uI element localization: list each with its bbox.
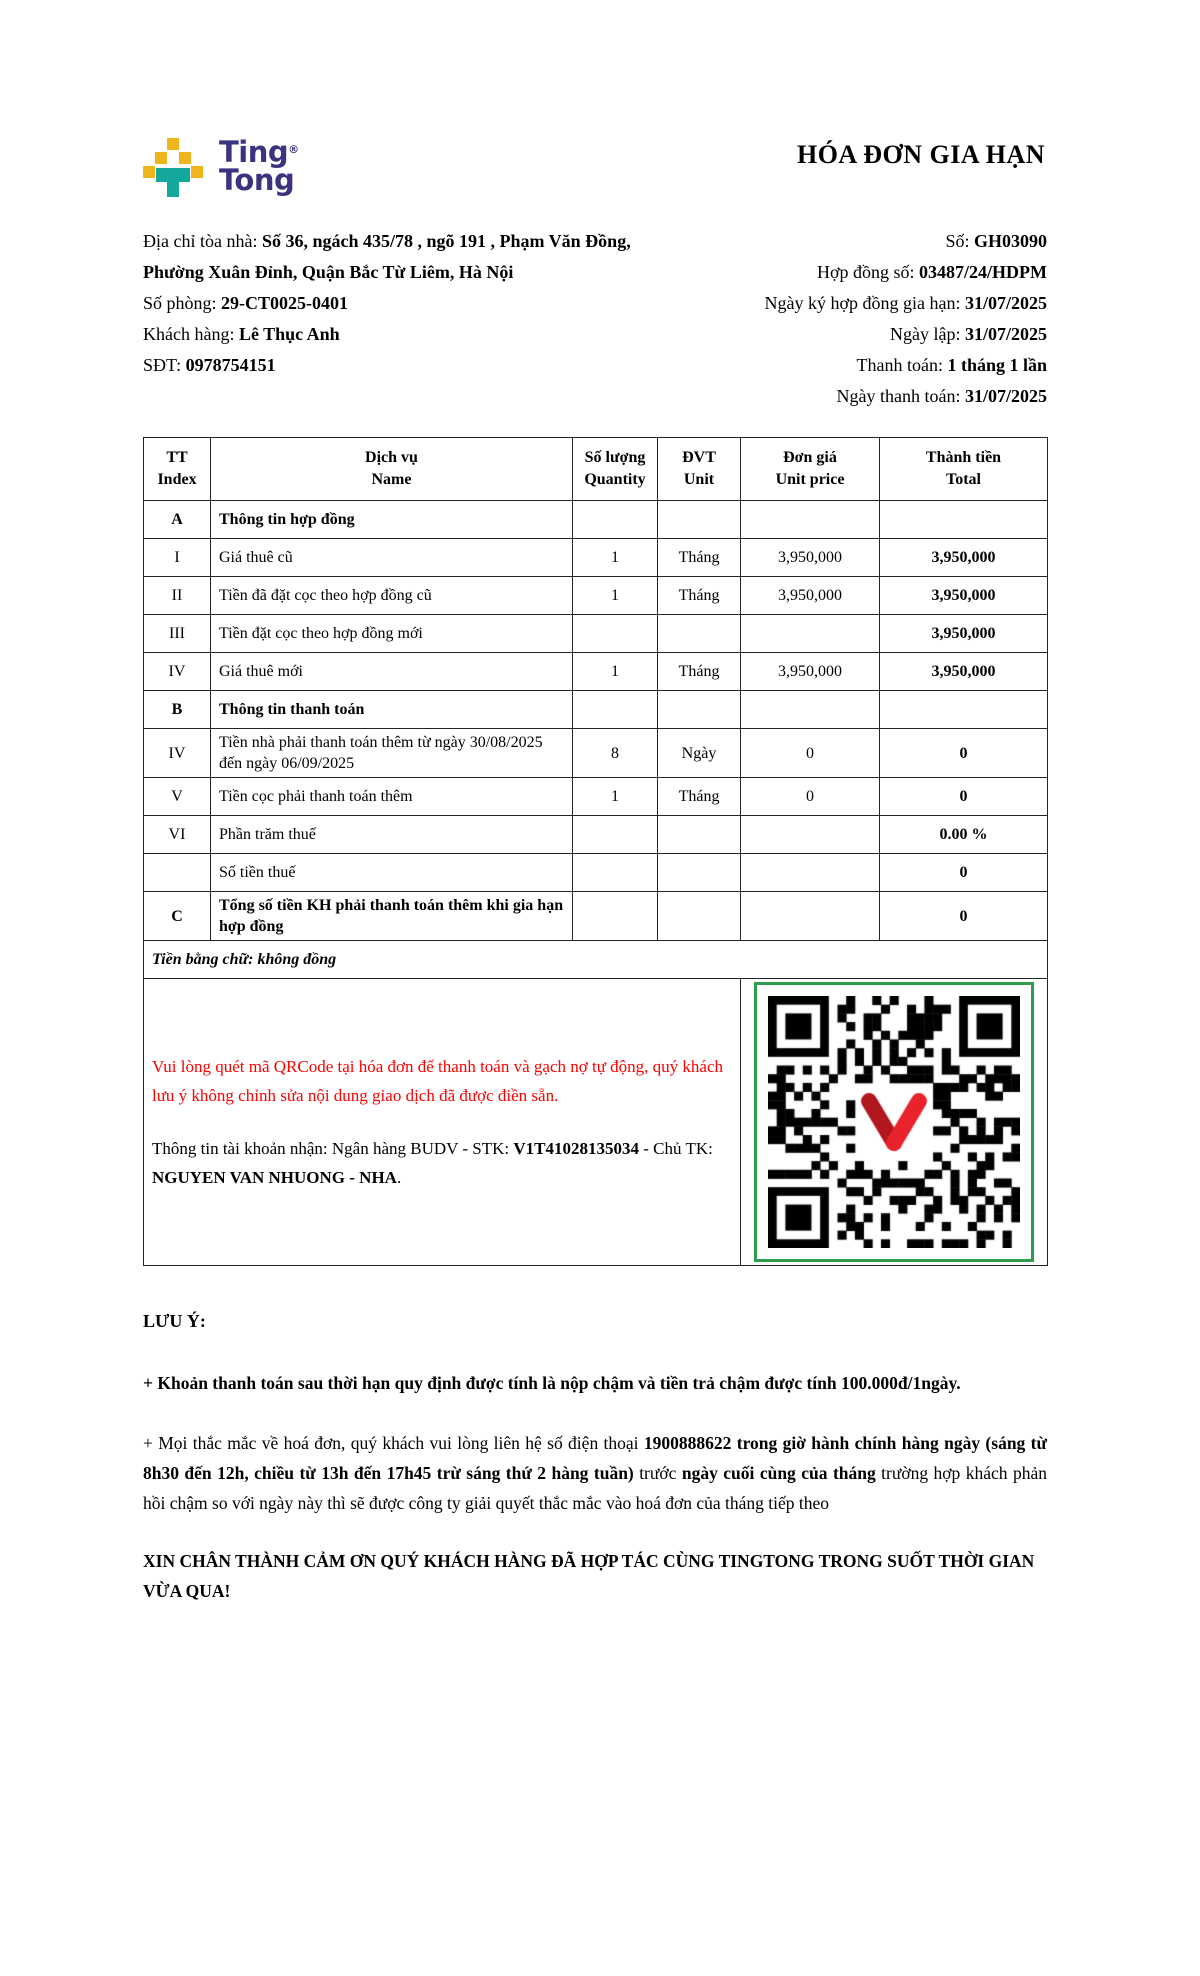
cell-total xyxy=(880,691,1048,729)
cell-price xyxy=(741,501,880,539)
label-text: Địa chỉ tòa nhà: xyxy=(143,231,262,251)
info-line-right xyxy=(648,257,1047,288)
info-line-left xyxy=(143,350,648,381)
info-line-right xyxy=(648,319,1047,350)
cell-price xyxy=(741,691,880,729)
cell-total: 0 xyxy=(880,892,1048,941)
label-text: - Chủ TK: xyxy=(639,1139,713,1158)
tingtong-logo xyxy=(143,135,299,200)
cell-unit xyxy=(658,854,741,892)
cell-price: 3,950,000 xyxy=(741,653,880,691)
cell-qty: 8 xyxy=(573,729,658,778)
thank-you-text: XIN CHÂN THÀNH CẢM ƠN QUÝ KHÁCH HÀNG ĐÃ HỢP TÁC CÙNG TINGTONG TRONG SUỐT THỜI GIAN VỪA QUA! xyxy=(143,1551,1035,1601)
cell-total: 0 xyxy=(880,729,1048,778)
cell-price xyxy=(741,816,880,854)
cell-total: 3,950,000 xyxy=(880,653,1048,691)
cell-index: I xyxy=(144,539,211,577)
info-line-right xyxy=(648,350,1047,381)
value-text: 31/07/2025 xyxy=(964,386,1047,406)
cell-unit xyxy=(658,892,741,941)
value-text: 03487/24/HDPM xyxy=(919,262,1047,282)
cell-qty: 1 xyxy=(573,577,658,615)
cell-price: 3,950,000 xyxy=(741,539,880,577)
cell-price xyxy=(741,892,880,941)
cell-name: Số tiền thuế xyxy=(211,854,573,892)
registered-mark: ® xyxy=(288,143,299,156)
table-row xyxy=(144,816,1048,854)
cell-name: Thông tin hợp đồng xyxy=(211,501,573,539)
info-line-left xyxy=(143,257,648,288)
label-text: Số phòng: xyxy=(143,293,222,313)
value-text: V1T41028135034 xyxy=(513,1139,639,1158)
qr-frame xyxy=(754,982,1034,1262)
cell-total: 3,950,000 xyxy=(880,539,1048,577)
label-text: . xyxy=(396,1168,402,1187)
cell-unit: Tháng xyxy=(658,653,741,691)
label-text: Khách hàng: xyxy=(143,324,239,344)
cell-total xyxy=(880,501,1048,539)
qr-cell xyxy=(741,979,1048,1266)
cell-index: IV xyxy=(144,729,211,778)
value-text: Số 36, ngách 435/78 , ngõ 191 , Phạm Văn Đồng, xyxy=(261,231,631,251)
cell-name: Giá thuê mới xyxy=(211,653,573,691)
cell-unit xyxy=(658,816,741,854)
value-text: Lê Thục Anh xyxy=(238,324,340,344)
info-line-right xyxy=(648,381,1047,412)
table-row xyxy=(144,892,1048,941)
cell-qty xyxy=(573,854,658,892)
qr-warning-text: Vui lòng quét mã QRCode tại hóa đơn để thanh toán và gạch nợ tự động, quý khách lưu ý không chỉnh sửa nội dung giao dịch đã được điền sẵn. xyxy=(152,1057,724,1105)
value-text: 0978754151 xyxy=(185,355,276,375)
value-text: NGUYEN VAN NHUONG - NHA xyxy=(152,1168,397,1187)
tingtong-logo-icon xyxy=(143,138,205,200)
header-info xyxy=(143,226,1047,412)
table-row xyxy=(144,729,1048,778)
info-line-left xyxy=(143,226,648,257)
cell-price xyxy=(741,854,880,892)
value-text: 1900888622 trong giờ hành chính hàng ngày (sáng từ 8h30 đến 12h, chiều từ 13h đến 17h45 trừ sáng thứ 2 hàng tuần) xyxy=(143,1433,1047,1483)
cell-qty xyxy=(573,816,658,854)
cell-index: A xyxy=(144,501,211,539)
column-header: Số lượng Quantity xyxy=(573,438,658,501)
cell-qty: 1 xyxy=(573,539,658,577)
info-line-left xyxy=(143,319,648,350)
info-line-right xyxy=(648,226,1047,257)
invoice-table xyxy=(143,437,1048,1266)
brand-line2: Tong xyxy=(219,163,295,197)
label-text: trường hợp khách phản hồi chậm so với ngày này thì sẽ được công ty giải quyết thắc mắc vào hoá đơn của tháng tiếp theo xyxy=(143,1463,1047,1513)
cell-qty: 1 xyxy=(573,778,658,816)
amount-in-words: Tiền bằng chữ: không đồng xyxy=(144,941,1048,979)
cell-total: 0.00 % xyxy=(880,816,1048,854)
tingtong-logo-text xyxy=(219,135,299,197)
amount-in-words-row xyxy=(144,941,1048,979)
cell-index: B xyxy=(144,691,211,729)
cell-qty xyxy=(573,892,658,941)
cell-price: 3,950,000 xyxy=(741,577,880,615)
cell-qty xyxy=(573,501,658,539)
payment-instructions-cell xyxy=(144,979,741,1266)
cell-price: 0 xyxy=(741,778,880,816)
cell-price: 0 xyxy=(741,729,880,778)
table-row xyxy=(144,691,1048,729)
table-row xyxy=(144,501,1048,539)
invoice-meta-info xyxy=(648,226,1047,412)
label-text: Thanh toán: xyxy=(856,355,948,375)
cell-index: V xyxy=(144,778,211,816)
cell-total: 3,950,000 xyxy=(880,615,1048,653)
cell-name: Tiền đã đặt cọc theo hợp đồng cũ xyxy=(211,577,573,615)
table-row xyxy=(144,539,1048,577)
value-text: 31/07/2025 xyxy=(964,293,1047,313)
cell-unit xyxy=(658,691,741,729)
cell-unit: Tháng xyxy=(658,577,741,615)
value-text: Phường Xuân Đỉnh, Quận Bắc Từ Liêm, Hà Nội xyxy=(143,262,514,282)
label-text: Ngày ký hợp đồng gia hạn: xyxy=(764,293,965,313)
table-row xyxy=(144,778,1048,816)
late-payment-note: + Khoản thanh toán sau thời hạn quy định được tính là nộp chậm và tiền trả chậm được tính 100.000đ/1ngày. xyxy=(143,1373,961,1393)
cell-total: 3,950,000 xyxy=(880,577,1048,615)
cell-qty xyxy=(573,691,658,729)
cell-total: 0 xyxy=(880,778,1048,816)
qr-code xyxy=(768,996,1020,1248)
label-text: Ngày thanh toán: xyxy=(836,386,965,406)
table-row xyxy=(144,854,1048,892)
cell-name: Tiền đặt cọc theo hợp đồng mới xyxy=(211,615,573,653)
column-header: Đơn giá Unit price xyxy=(741,438,880,501)
column-header: ĐVT Unit xyxy=(658,438,741,501)
value-text: ngày cuối cùng của tháng xyxy=(681,1463,876,1483)
label-text: Ngày lập: xyxy=(890,324,965,344)
cell-unit: Ngày xyxy=(658,729,741,778)
table-row xyxy=(144,615,1048,653)
label-text: Số: xyxy=(945,231,974,251)
value-text: GH03090 xyxy=(973,231,1047,251)
info-line-right xyxy=(648,288,1047,319)
label-text: Thông tin tài khoản nhận: Ngân hàng BUDV - STK: xyxy=(152,1139,514,1158)
value-text: 1 tháng 1 lần xyxy=(947,355,1047,375)
receiving-account-info xyxy=(152,1134,732,1192)
cell-total: 0 xyxy=(880,854,1048,892)
value-text: 29-CT0025-0401 xyxy=(221,293,349,313)
label-text: SĐT: xyxy=(143,355,186,375)
hotline-note xyxy=(143,1428,1047,1518)
document-title: HÓA ĐƠN GIA HẠN xyxy=(796,140,1045,169)
cell-unit xyxy=(658,501,741,539)
cell-unit: Tháng xyxy=(658,778,741,816)
cell-index: II xyxy=(144,577,211,615)
cell-name: Tiền nhà phải thanh toán thêm từ ngày 30/08/2025 đến ngày 06/09/2025 xyxy=(211,729,573,778)
column-header: Thành tiền Total xyxy=(880,438,1048,501)
table-row xyxy=(144,653,1048,691)
cell-qty xyxy=(573,615,658,653)
label-text: trước xyxy=(633,1463,682,1483)
column-header: TT Index xyxy=(144,438,211,501)
table-header-row xyxy=(144,438,1048,501)
cell-index: C xyxy=(144,892,211,941)
label-text: + Mọi thắc mắc về hoá đơn, quý khách vui lòng liên hệ số điện thoại xyxy=(143,1433,644,1453)
notes-heading: LƯU Ý: xyxy=(143,1311,206,1331)
cell-index xyxy=(144,854,211,892)
column-header: Dịch vụ Name xyxy=(211,438,573,501)
cell-name: Thông tin thanh toán xyxy=(211,691,573,729)
cell-unit: Tháng xyxy=(658,539,741,577)
cell-name: Tổng số tiền KH phải thanh toán thêm khi gia hạn hợp đồng xyxy=(211,892,573,941)
payment-row xyxy=(144,979,1048,1266)
cell-name: Giá thuê cũ xyxy=(211,539,573,577)
table-row xyxy=(144,577,1048,615)
cell-qty: 1 xyxy=(573,653,658,691)
brand-line1: Ting xyxy=(219,135,289,169)
cell-index: III xyxy=(144,615,211,653)
cell-name: Tiền cọc phải thanh toán thêm xyxy=(211,778,573,816)
info-line-left xyxy=(143,288,648,319)
building-customer-info xyxy=(143,226,648,412)
cell-price xyxy=(741,615,880,653)
value-text: 31/07/2025 xyxy=(964,324,1047,344)
cell-unit xyxy=(658,615,741,653)
cell-name: Phần trăm thuế xyxy=(211,816,573,854)
label-text: Hợp đồng số: xyxy=(816,262,919,282)
notes-section xyxy=(143,1306,1047,1606)
cell-index: VI xyxy=(144,816,211,854)
cell-index: IV xyxy=(144,653,211,691)
